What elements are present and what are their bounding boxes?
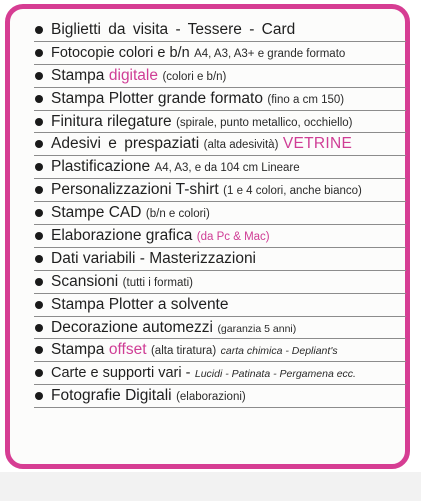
- item-detail: (elaborazioni): [176, 391, 246, 404]
- list-item-stampa-digitale: [34, 65, 406, 88]
- list-item-adesivi: [34, 133, 406, 156]
- item-label: Stampa: [51, 341, 105, 359]
- list-item-automezzi: [34, 317, 406, 340]
- bullet-icon: [35, 369, 43, 377]
- item-label: Stampa Plotter grande formato: [51, 89, 263, 107]
- bullet-icon: [35, 49, 43, 57]
- list-item-finitura: [34, 111, 406, 134]
- item-label: Stampe CAD: [51, 204, 142, 222]
- item-label: Adesivi e prespaziati: [51, 135, 200, 153]
- list-item-biglietti: [34, 19, 406, 42]
- item-label: Stampa Plotter a solvente: [51, 295, 229, 313]
- item-note: carta chimica - Depliant's: [220, 345, 338, 358]
- bullet-icon: [35, 186, 43, 194]
- services-list: [34, 19, 406, 408]
- item-highlight: VETRINE: [282, 135, 353, 153]
- item-detail: (alta tiratura): [150, 345, 217, 358]
- item-label: Stampa: [51, 66, 105, 84]
- item-label: Finitura rilegature: [51, 112, 172, 130]
- item-label: Carte e supporti vari -: [51, 365, 191, 382]
- bullet-icon: [35, 140, 43, 148]
- item-label: Decorazione automezzi: [51, 318, 213, 336]
- bullet-icon: [35, 232, 43, 240]
- item-detail: (fino a cm 150): [267, 93, 345, 106]
- item-label: Biglietti da visita - Tessere - Card: [51, 21, 296, 38]
- item-label: Dati variabili - Masterizzazioni: [51, 249, 257, 267]
- item-highlight: offset: [108, 341, 147, 359]
- list-item-offset: [34, 339, 406, 362]
- list-item-dati-variabili: [34, 248, 406, 271]
- item-label: Fotocopie colori e b/n: [51, 44, 190, 61]
- item-highlight: (da Pc & Mac): [196, 231, 270, 244]
- item-detail: (spirale, punto metallico, occhiello): [176, 116, 353, 129]
- bullet-icon: [35, 255, 43, 263]
- item-label: Plastificazione: [51, 158, 151, 176]
- bullet-icon: [35, 209, 43, 217]
- page-bottom-strip: [0, 472, 421, 501]
- item-detail: (1 e 4 colori, anche bianco): [223, 185, 362, 198]
- services-frame: [5, 4, 410, 469]
- bullet-icon: [35, 324, 43, 332]
- item-highlight: digitale: [108, 66, 158, 84]
- item-detail: (colori e b/n): [162, 70, 227, 83]
- item-label: Elaborazione grafica: [51, 227, 193, 245]
- bullet-icon: [35, 301, 43, 309]
- list-item-scansioni: [34, 271, 406, 294]
- list-item-plotter-grande: [34, 88, 406, 111]
- item-detail: (alta adesività): [203, 139, 279, 152]
- item-detail: (tutti i formati): [122, 276, 193, 289]
- list-item-carte: [34, 362, 406, 385]
- list-item-fotocopie: [34, 42, 406, 65]
- list-item-cad: [34, 202, 406, 225]
- bullet-icon: [35, 118, 43, 126]
- bullet-icon: [35, 346, 43, 354]
- list-item-fotografie: [34, 385, 406, 408]
- bullet-icon: [35, 278, 43, 286]
- item-label: Fotografie Digitali: [51, 387, 172, 405]
- list-item-grafica: [34, 225, 406, 248]
- item-note: Lucidi - Patinata - Pergamena ecc.: [194, 368, 356, 381]
- item-detail: A4, A3, A3+ e grande formato: [194, 47, 346, 60]
- bullet-icon: [35, 26, 43, 34]
- item-detail: A4, A3, e da 104 cm Lineare: [154, 162, 300, 175]
- list-item-plastificazione: [34, 156, 406, 179]
- bullet-icon: [35, 95, 43, 103]
- list-item-plotter-solvente: [34, 294, 406, 317]
- bullet-icon: [35, 72, 43, 80]
- bullet-icon: [35, 392, 43, 400]
- list-item-tshirt: [34, 179, 406, 202]
- item-detail: (garanzia 5 anni): [217, 322, 297, 335]
- bullet-icon: [35, 163, 43, 171]
- item-label: Personalizzazioni T-shirt: [51, 181, 219, 199]
- item-detail: (b/n e colori): [145, 208, 210, 221]
- item-label: Scansioni: [51, 272, 119, 290]
